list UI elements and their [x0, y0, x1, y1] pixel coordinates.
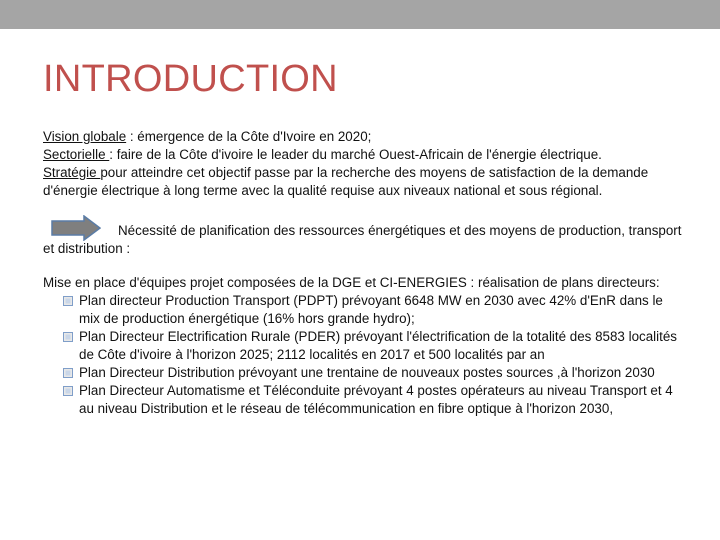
list-item	[63, 364, 683, 382]
list-item	[63, 328, 683, 364]
plans-list	[43, 292, 683, 418]
necessite-text: Nécessité de planification des ressources énergétiques et des moyens de production, transport et distribution :	[43, 223, 682, 256]
list-item-text: Plan Directeur Electrification Rurale (PDER) prévoyant l'électrification de la totalité des 8583 localités de Côte d'ivoire à l'horizon 2025; 2112 localités en 2017 et 500 localités par an	[79, 329, 677, 362]
slide-title: INTRODUCTION	[43, 58, 338, 100]
top-band	[0, 0, 720, 29]
strategie-text: pour atteindre cet objectif passe par la recherche des moyens de satisfaction de la demande d'énergie électrique à long terme avec la qualité requise aux niveaux national et sous régional.	[43, 165, 649, 198]
right-arrow-icon	[51, 215, 101, 241]
mise-en-place-line: Mise en place d'équipes projet composées de la DGE et CI-ENERGIES : réalisation de plans directeurs:	[43, 275, 660, 290]
list-item-text: Plan Directeur Distribution prévoyant une trentaine de nouveaux postes sources ,à l'horizon 2030	[79, 365, 655, 380]
checkbox-bullet-icon	[63, 368, 73, 378]
sectorielle-label: Sectorielle	[43, 147, 110, 162]
list-item	[63, 292, 683, 328]
list-item-text: Plan directeur Production Transport (PDPT) prévoyant 6648 MW en 2030 avec 42% d'EnR dans le mix de production énergétique (16% hors grande hydro);	[79, 293, 663, 326]
checkbox-bullet-icon	[63, 386, 73, 396]
vision-label: Vision globale	[43, 129, 127, 144]
necessite-paragraph	[43, 222, 683, 258]
slide-body	[43, 128, 683, 418]
strategie-label: Stratégie	[43, 165, 101, 180]
checkbox-bullet-icon	[63, 332, 73, 342]
checkbox-bullet-icon	[63, 296, 73, 306]
sectorielle-text: : faire de la Côte d'ivoire le leader du marché Ouest-Africain de l'énergie électrique.	[109, 147, 602, 162]
sectorielle-line	[43, 146, 683, 164]
vision-line	[43, 128, 683, 146]
strategie-line	[43, 164, 683, 200]
vision-text: : émergence de la Côte d'Ivoire en 2020;	[126, 129, 372, 144]
list-item	[63, 382, 683, 418]
list-item-text: Plan Directeur Automatisme et Téléconduite prévoyant 4 postes opérateurs au niveau Transport et 4 au niveau Distribution et le réseau de télécommunication en fibre optique à l'horizon 2030,	[79, 383, 673, 416]
